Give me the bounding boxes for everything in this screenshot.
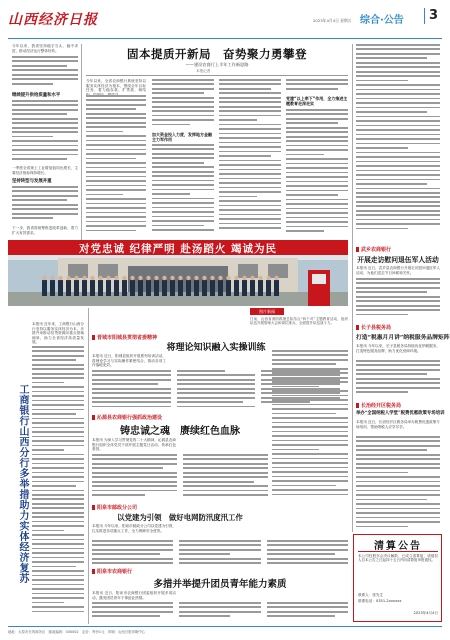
page-number: 3 xyxy=(424,8,442,24)
main-col-4b xyxy=(286,109,348,237)
divider-right xyxy=(352,240,353,532)
photo-slogan: 对党忠诚 纪律严明 赴汤蹈火 竭诚为民 xyxy=(79,243,277,255)
section-label: 综合·公告 xyxy=(360,15,404,26)
right-story-1-title: 开展走访慰问退伍军人活动 xyxy=(357,256,439,264)
photo-caption-label: 图片新闻 xyxy=(250,308,284,315)
notice-contact: 联系人：张先生 xyxy=(358,593,384,597)
vertical-feature xyxy=(8,308,86,624)
notice-rule xyxy=(358,551,438,552)
mid-story-2-title: 铸忠诚之魂 赓续红色血脉 xyxy=(120,426,240,437)
masthead-rule xyxy=(8,38,442,39)
masthead-logo: 山西经济日报 xyxy=(8,12,98,28)
left-heading-2: 坚持转型与发展并重 xyxy=(12,179,52,184)
mid-story-4-title: 多措并举提升团员青年能力素质 xyxy=(153,579,287,590)
vertical-title: 工商银行山西分行多举措助力实体经济复苏 xyxy=(17,384,28,584)
top-right-text xyxy=(356,44,440,238)
right-story-2-text xyxy=(356,360,440,398)
mid-story-4-body: 本报讯 近日，阳泉市农商银行团委组织开展多项活动，激发团员青年干事创业热情。 xyxy=(92,591,176,600)
main-lead: 今年以来，全省农商银行系统坚持以服务实体经济为根本，围绕全年目标任务，着力稳存款、扩贷款、调结 xyxy=(86,79,146,93)
left-lead-2: 一季度全省规上工业增加值同比增长，主要经济指标保持增长。 xyxy=(12,166,78,175)
main-col-head: 加大资金投入力度，发挥地方金融主力军作用 xyxy=(152,132,212,142)
right-story-1-text xyxy=(356,278,440,320)
mid-story-2-text xyxy=(92,454,268,500)
mid-story-3-kicker: 阳泉市邮政分公司 xyxy=(92,504,137,511)
vertical-body: 本报讯 近年来，工商银行山西分行坚持以服务实体经济为本，多措并举推动信贷资源向重点领域倾斜，助力全省经济高质量发展。 xyxy=(32,322,84,345)
date-line: 2023年4月4日 星期五 xyxy=(313,18,352,23)
right-story-2-body: 本报讯 今年以来，长子县税务局持续优化纳税服务，打造特色服务品牌，助力优化营商环境。 xyxy=(356,344,440,353)
main-byline: 本报记者 xyxy=(196,69,211,73)
left-text-block-2 xyxy=(12,100,78,164)
divider-left xyxy=(81,44,82,240)
right-story-3-text xyxy=(356,436,440,532)
masthead xyxy=(8,8,442,38)
left-text-block-1 xyxy=(12,56,78,90)
main-col-2b xyxy=(152,144,214,237)
news-photo xyxy=(8,240,348,306)
liquidation-notice xyxy=(353,534,442,622)
main-col-1 xyxy=(86,95,146,237)
left-lead-3: 下一步，我省将统筹推进改革创新，着力扩大有效需求。 xyxy=(12,226,78,235)
main-subtitle: ——建设农商行上半年工作新思路 xyxy=(185,62,249,67)
mid-right-text xyxy=(272,350,348,500)
right-story-1-body: 本报讯 近日，武乡县农商银行开展走访慰问退伍军人活动，为他们送去节日问候和关怀。 xyxy=(356,266,440,275)
left-heading-1: 继续提升供给质量和水平 xyxy=(12,93,61,98)
right-story-1-kicker: 武乡农商银行 xyxy=(356,246,391,253)
main-col-head-2: 党建“以上率下”作用，全力推进主题教育走深走实 xyxy=(286,96,348,106)
main-title-rule xyxy=(86,75,348,76)
mid-story-3-title: 以党建为引领 做好电网防汛度汛工作 xyxy=(117,513,243,522)
notice-date: 2023年4月4日 xyxy=(413,611,438,615)
mid-story-3-text xyxy=(92,540,348,568)
right-story-2-title: 打造“税惠月月讲”纳税服务品牌矩阵 xyxy=(356,335,450,341)
notice-phone: 联系电话：0351-2xxxxxx xyxy=(358,599,402,603)
right-story-2-kicker: 长子县税务局 xyxy=(356,324,391,331)
main-col-2 xyxy=(152,79,214,129)
left-text-block-3 xyxy=(12,186,78,224)
left-lead-1: 今年以来，我省坚持稳字当头、稳中求进，推动经济运行整体好转。 xyxy=(12,44,78,53)
mid-story-1-title: 将理论知识融入实操训练 xyxy=(166,343,266,353)
mid-story-2-kicker: 沁源县农商银行强抓政治建设 xyxy=(92,414,162,421)
main-title: 固本提质开新局 奋势聚力勇攀登 xyxy=(127,47,307,61)
right-story-3-kicker: 长治经开区税务局 xyxy=(356,402,401,409)
vertical-text xyxy=(32,346,84,622)
mid-story-1-kicker: 晋城市阳城县贯彻省委精神 xyxy=(92,334,157,341)
right-story-3-body: 本报讯 近日，长治经开区税务局举办税费优惠政策专场培训，帮助纳税人应享尽享。 xyxy=(356,420,440,429)
photo-caption: 日前，山西省消防救援总队结合“四个对”主题教育活动，组织队伍开展誓师大会和岗位练兵，全面提升队伍战斗力。 xyxy=(250,317,348,326)
mid-story-2-body: 本报讯 为深入学习贯彻党的二十大精神，沁源县农商银行组织全体党员干部开展主题党日活动，传承红色基因。 xyxy=(92,438,176,452)
mid-story-3-body: 本报讯 今年以来，阳泉市邮政分公司以党建为引领，扎实推进各项重点工作，全力保障安全度汛。 xyxy=(92,524,176,533)
main-col-4 xyxy=(286,79,348,94)
footer-text: 地址：太原市长风商务区 邮政编码：030002 定价：每份1元 印刷：山西日报印刷中心 xyxy=(8,630,146,634)
mid-story-4-text xyxy=(92,602,348,622)
main-col-3 xyxy=(219,79,281,237)
right-story-3-title: 举办“全国纳税人学堂”税费优惠政策专场培训 xyxy=(356,411,445,416)
notice-body: 本公司经股东会决议解散，已成立清算组，请债权人自本公告之日起四十五日内向清算组申报债权。 xyxy=(358,554,438,563)
divider-main-right xyxy=(352,44,353,240)
mid-story-1-body: 本报讯 近日，阳城县组织开展系列培训活动，将理论学习与实际操作紧密结合，推动各项工作落地见效。 xyxy=(92,354,166,368)
mid-story-4-kicker: 阳泉市农商银行 xyxy=(92,568,132,575)
notice-title: 清算公告 xyxy=(374,541,422,552)
divider-vertical xyxy=(88,308,89,624)
footer-rule xyxy=(8,626,442,627)
